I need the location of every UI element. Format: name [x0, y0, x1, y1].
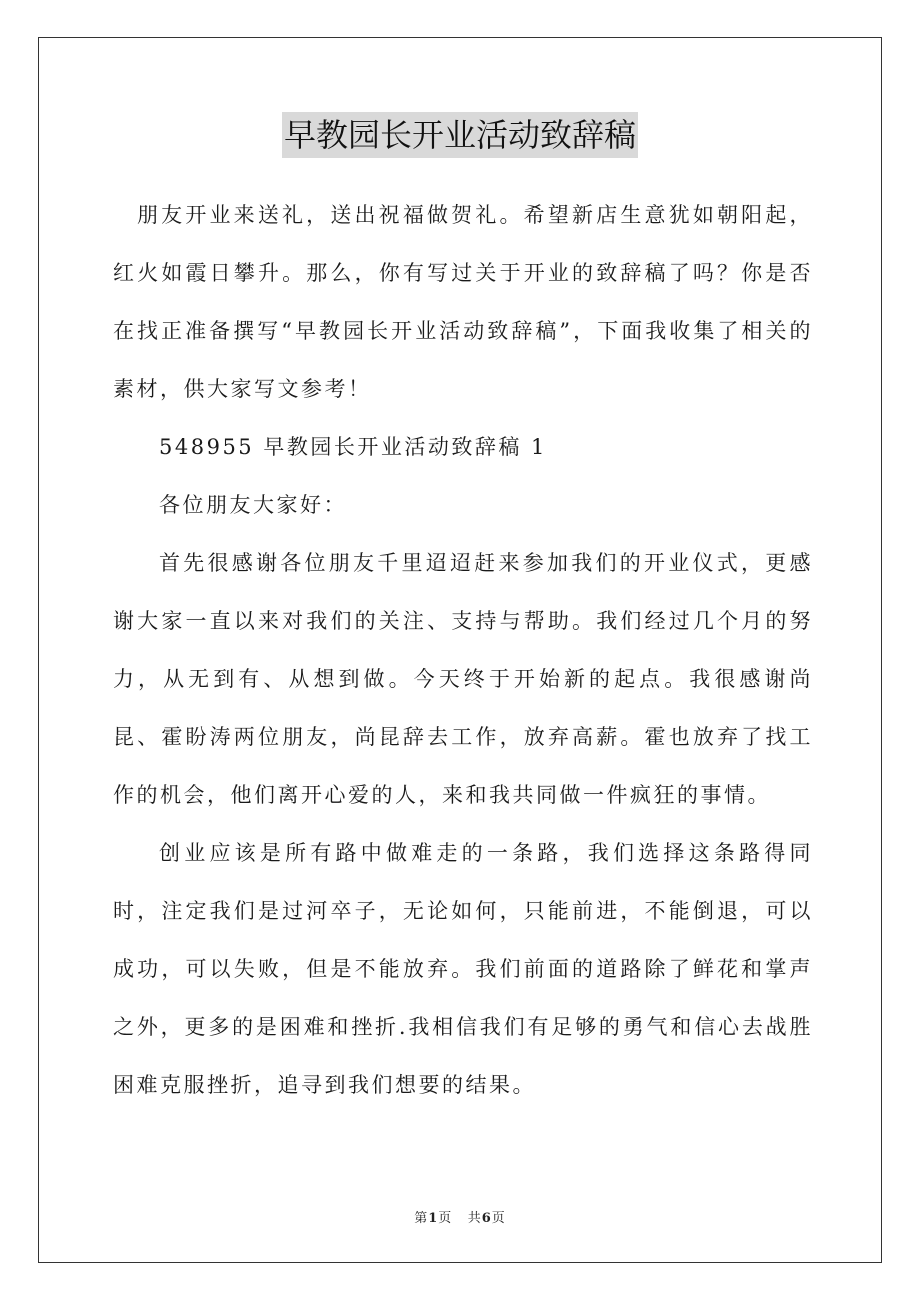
total-prefix: 共 — [467, 1211, 482, 1226]
total-pages-number: 6 — [481, 1211, 492, 1226]
intro-paragraph: 朋友开业来送礼，送出祝福做贺礼。希望新店生意犹如朝阳起，红火如霞日攀升。那么，你有写过关于开业的致辞稿了吗？你是否在找正准备撰写“早教园长开业活动致辞稿”，下面我收集了相关的素材，供大家写文参考！ — [113, 203, 813, 401]
page-footer — [0, 1207, 920, 1226]
body-paragraph: 创业应该是所有路中做难走的一条路，我们选择这条路得同时，注定我们是过河卒子，无论如何，只能前进，不能倒退，可以成功，可以失败，但是不能放弃。我们前面的道路除了鲜花和掌声之外，更多的是困难和挫折.我相信我们有足够的勇气和信心去战胜困难克服挫折，追寻到我们想要的结果。 — [113, 841, 813, 1097]
document-title: 早教园长开业活动致辞稿 — [282, 112, 638, 158]
title-container — [0, 112, 920, 158]
current-page-number: 1 — [428, 1211, 439, 1226]
document-body — [113, 186, 813, 1114]
page-suffix: 页 — [438, 1211, 453, 1226]
page-prefix: 第 — [414, 1211, 429, 1226]
greeting-paragraph: 各位朋友大家好： — [159, 493, 347, 517]
section-heading: 548955 早教园长开业活动致辞稿 1 — [159, 435, 547, 459]
body-paragraph: 首先很感谢各位朋友千里迢迢赶来参加我们的开业仪式，更感谢大家一直以来对我们的关注、支持与帮助。我们经过几个月的努力，从无到有、从想到做。今天终于开始新的起点。我很感谢尚昆、霍盼涛两位朋友，尚昆辞去工作，放弃高薪。霍也放弃了找工作的机会，他们离开心爱的人，来和我共同做一件疯狂的事情。 — [113, 551, 813, 807]
total-suffix: 页 — [491, 1211, 506, 1226]
